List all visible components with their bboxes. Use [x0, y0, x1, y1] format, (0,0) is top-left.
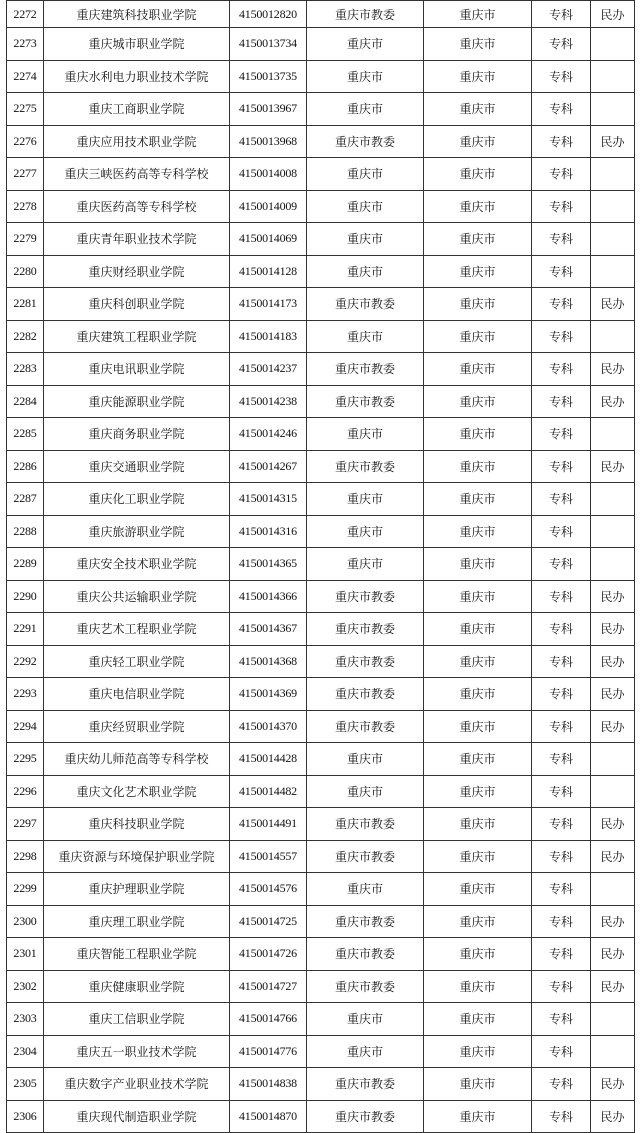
row-index-cell: 2297	[7, 808, 44, 841]
location-cell: 重庆市	[424, 450, 532, 483]
level-cell: 专科	[532, 483, 591, 516]
school-code-cell: 4150014315	[230, 483, 307, 516]
level-cell: 专科	[532, 710, 591, 743]
location-cell: 重庆市	[424, 255, 532, 288]
table-row	[7, 60, 635, 93]
remark-cell: 民办	[591, 613, 635, 646]
authority-cell: 重庆市	[307, 60, 424, 93]
row-index-cell: 2291	[7, 613, 44, 646]
school-code-cell: 4150014491	[230, 808, 307, 841]
school-name-cell: 重庆理工职业学院	[44, 905, 230, 938]
level-cell: 专科	[532, 938, 591, 971]
level-cell: 专科	[532, 1068, 591, 1101]
remark-cell	[591, 223, 635, 256]
level-cell: 专科	[532, 28, 591, 61]
authority-cell: 重庆市	[307, 1003, 424, 1036]
level-cell: 专科	[532, 580, 591, 613]
school-name-cell: 重庆工商职业学院	[44, 93, 230, 126]
level-cell: 专科	[532, 840, 591, 873]
location-cell: 重庆市	[424, 743, 532, 776]
authority-cell: 重庆市教委	[307, 613, 424, 646]
school-code-cell: 4150014009	[230, 190, 307, 223]
authority-cell: 重庆市	[307, 28, 424, 61]
location-cell: 重庆市	[424, 93, 532, 126]
school-name-cell: 重庆电讯职业学院	[44, 353, 230, 386]
school-code-cell: 4150014838	[230, 1068, 307, 1101]
level-cell: 专科	[532, 158, 591, 191]
school-code-cell: 4150014238	[230, 385, 307, 418]
school-name-cell: 重庆智能工程职业学院	[44, 938, 230, 971]
level-cell: 专科	[532, 223, 591, 256]
table-row	[7, 483, 635, 516]
school-code-cell: 4150012820	[230, 1, 307, 28]
row-index-cell: 2285	[7, 418, 44, 451]
authority-cell: 重庆市	[307, 743, 424, 776]
school-code-cell: 4150014246	[230, 418, 307, 451]
table-row	[7, 1003, 635, 1036]
remark-cell: 民办	[591, 808, 635, 841]
remark-cell: 民办	[591, 1, 635, 28]
table-row	[7, 938, 635, 971]
authority-cell: 重庆市教委	[307, 125, 424, 158]
table-row	[7, 873, 635, 906]
table-row	[7, 548, 635, 581]
location-cell: 重庆市	[424, 288, 532, 321]
location-cell: 重庆市	[424, 353, 532, 386]
table-row	[7, 223, 635, 256]
remark-cell: 民办	[591, 678, 635, 711]
location-cell: 重庆市	[424, 970, 532, 1003]
row-index-cell: 2299	[7, 873, 44, 906]
authority-cell: 重庆市	[307, 483, 424, 516]
school-code-cell: 4150014766	[230, 1003, 307, 1036]
authority-cell: 重庆市	[307, 515, 424, 548]
location-cell: 重庆市	[424, 28, 532, 61]
row-index-cell: 2274	[7, 60, 44, 93]
level-cell: 专科	[532, 60, 591, 93]
row-index-cell: 2276	[7, 125, 44, 158]
level-cell: 专科	[532, 190, 591, 223]
table-row	[7, 158, 635, 191]
school-name-cell: 重庆应用技术职业学院	[44, 125, 230, 158]
table-row	[7, 905, 635, 938]
table-row	[7, 645, 635, 678]
school-code-cell: 4150014368	[230, 645, 307, 678]
location-cell: 重庆市	[424, 840, 532, 873]
table-row	[7, 580, 635, 613]
row-index-cell: 2292	[7, 645, 44, 678]
table-row	[7, 775, 635, 808]
authority-cell: 重庆市教委	[307, 645, 424, 678]
row-index-cell: 2300	[7, 905, 44, 938]
level-cell: 专科	[532, 808, 591, 841]
location-cell: 重庆市	[424, 1003, 532, 1036]
table-row	[7, 678, 635, 711]
table-row	[7, 710, 635, 743]
authority-cell: 重庆市	[307, 775, 424, 808]
authority-cell: 重庆市教委	[307, 938, 424, 971]
school-name-cell: 重庆化工职业学院	[44, 483, 230, 516]
authority-cell: 重庆市教委	[307, 353, 424, 386]
row-index-cell: 2282	[7, 320, 44, 353]
table-row	[7, 1100, 635, 1133]
row-index-cell: 2278	[7, 190, 44, 223]
table-row	[7, 970, 635, 1003]
location-cell: 重庆市	[424, 223, 532, 256]
school-name-cell: 重庆资源与环境保护职业学院	[44, 840, 230, 873]
table-row	[7, 288, 635, 321]
remark-cell: 民办	[591, 1068, 635, 1101]
authority-cell: 重庆市	[307, 158, 424, 191]
authority-cell: 重庆市教委	[307, 808, 424, 841]
authority-cell: 重庆市	[307, 873, 424, 906]
level-cell: 专科	[532, 320, 591, 353]
remark-cell	[591, 1035, 635, 1068]
school-name-cell: 重庆文化艺术职业学院	[44, 775, 230, 808]
school-code-cell: 4150014366	[230, 580, 307, 613]
authority-cell: 重庆市教委	[307, 1068, 424, 1101]
school-name-cell: 重庆公共运输职业学院	[44, 580, 230, 613]
remark-cell: 民办	[591, 970, 635, 1003]
level-cell: 专科	[532, 255, 591, 288]
remark-cell	[591, 255, 635, 288]
remark-cell: 民办	[591, 905, 635, 938]
row-index-cell: 2304	[7, 1035, 44, 1068]
authority-cell: 重庆市教委	[307, 288, 424, 321]
level-cell: 专科	[532, 613, 591, 646]
authority-cell: 重庆市	[307, 320, 424, 353]
row-index-cell: 2302	[7, 970, 44, 1003]
level-cell: 专科	[532, 385, 591, 418]
remark-cell: 民办	[591, 125, 635, 158]
remark-cell: 民办	[591, 353, 635, 386]
remark-cell	[591, 28, 635, 61]
row-index-cell: 2306	[7, 1100, 44, 1133]
school-code-cell: 4150014369	[230, 678, 307, 711]
level-cell: 专科	[532, 515, 591, 548]
school-name-cell: 重庆轻工职业学院	[44, 645, 230, 678]
school-list-table	[6, 0, 635, 1133]
school-code-cell: 4150014428	[230, 743, 307, 776]
remark-cell: 民办	[591, 580, 635, 613]
school-name-cell: 重庆医药高等专科学校	[44, 190, 230, 223]
location-cell: 重庆市	[424, 548, 532, 581]
school-name-cell: 重庆财经职业学院	[44, 255, 230, 288]
location-cell: 重庆市	[424, 938, 532, 971]
row-index-cell: 2272	[7, 1, 44, 28]
authority-cell: 重庆市教委	[307, 970, 424, 1003]
location-cell: 重庆市	[424, 1035, 532, 1068]
remark-cell	[591, 775, 635, 808]
remark-cell	[591, 418, 635, 451]
school-code-cell: 4150014173	[230, 288, 307, 321]
school-code-cell: 4150014482	[230, 775, 307, 808]
school-code-cell: 4150014316	[230, 515, 307, 548]
table-row	[7, 320, 635, 353]
remark-cell	[591, 158, 635, 191]
row-index-cell: 2273	[7, 28, 44, 61]
location-cell: 重庆市	[424, 905, 532, 938]
school-code-cell: 4150014725	[230, 905, 307, 938]
remark-cell: 民办	[591, 645, 635, 678]
row-index-cell: 2293	[7, 678, 44, 711]
authority-cell: 重庆市教委	[307, 678, 424, 711]
location-cell: 重庆市	[424, 158, 532, 191]
location-cell: 重庆市	[424, 125, 532, 158]
school-name-cell: 重庆数字产业职业技术学院	[44, 1068, 230, 1101]
school-name-cell: 重庆城市职业学院	[44, 28, 230, 61]
level-cell: 专科	[532, 418, 591, 451]
level-cell: 专科	[532, 905, 591, 938]
row-index-cell: 2296	[7, 775, 44, 808]
table-row	[7, 743, 635, 776]
school-code-cell: 4150014870	[230, 1100, 307, 1133]
table-row	[7, 1, 635, 28]
school-name-cell: 重庆建筑科技职业学院	[44, 1, 230, 28]
remark-cell	[591, 483, 635, 516]
school-name-cell: 重庆五一职业技术学院	[44, 1035, 230, 1068]
school-name-cell: 重庆水利电力职业技术学院	[44, 60, 230, 93]
school-name-cell: 重庆三峡医药高等专科学校	[44, 158, 230, 191]
table-row	[7, 28, 635, 61]
authority-cell: 重庆市教委	[307, 710, 424, 743]
remark-cell: 民办	[591, 450, 635, 483]
school-code-cell: 4150014576	[230, 873, 307, 906]
level-cell: 专科	[532, 970, 591, 1003]
row-index-cell: 2288	[7, 515, 44, 548]
location-cell: 重庆市	[424, 678, 532, 711]
level-cell: 专科	[532, 353, 591, 386]
location-cell: 重庆市	[424, 1068, 532, 1101]
location-cell: 重庆市	[424, 580, 532, 613]
row-index-cell: 2298	[7, 840, 44, 873]
remark-cell: 民办	[591, 288, 635, 321]
level-cell: 专科	[532, 548, 591, 581]
row-index-cell: 2283	[7, 353, 44, 386]
row-index-cell: 2280	[7, 255, 44, 288]
remark-cell	[591, 743, 635, 776]
row-index-cell: 2286	[7, 450, 44, 483]
remark-cell: 民办	[591, 938, 635, 971]
school-name-cell: 重庆幼儿师范高等专科学校	[44, 743, 230, 776]
level-cell: 专科	[532, 93, 591, 126]
table-row	[7, 125, 635, 158]
location-cell: 重庆市	[424, 873, 532, 906]
school-code-cell: 4150014183	[230, 320, 307, 353]
remark-cell	[591, 93, 635, 126]
school-code-cell: 4150014365	[230, 548, 307, 581]
remark-cell: 民办	[591, 710, 635, 743]
school-code-cell: 4150014267	[230, 450, 307, 483]
remark-cell	[591, 190, 635, 223]
location-cell: 重庆市	[424, 808, 532, 841]
row-index-cell: 2290	[7, 580, 44, 613]
table-row	[7, 613, 635, 646]
remark-cell	[591, 548, 635, 581]
school-name-cell: 重庆安全技术职业学院	[44, 548, 230, 581]
authority-cell: 重庆市教委	[307, 905, 424, 938]
location-cell: 重庆市	[424, 60, 532, 93]
table-row	[7, 385, 635, 418]
school-code-cell: 4150013735	[230, 60, 307, 93]
remark-cell	[591, 515, 635, 548]
school-name-cell: 重庆交通职业学院	[44, 450, 230, 483]
school-name-cell: 重庆现代制造职业学院	[44, 1100, 230, 1133]
authority-cell: 重庆市教委	[307, 385, 424, 418]
row-index-cell: 2303	[7, 1003, 44, 1036]
level-cell: 专科	[532, 775, 591, 808]
level-cell: 专科	[532, 288, 591, 321]
table-body	[7, 1, 635, 1133]
school-code-cell: 4150013968	[230, 125, 307, 158]
school-name-cell: 重庆旅游职业学院	[44, 515, 230, 548]
remark-cell	[591, 1003, 635, 1036]
table-row	[7, 1035, 635, 1068]
authority-cell: 重庆市教委	[307, 840, 424, 873]
level-cell: 专科	[532, 873, 591, 906]
table-row	[7, 93, 635, 126]
row-index-cell: 2279	[7, 223, 44, 256]
authority-cell: 重庆市	[307, 418, 424, 451]
school-name-cell: 重庆科技职业学院	[44, 808, 230, 841]
level-cell: 专科	[532, 1, 591, 28]
table-row	[7, 353, 635, 386]
school-code-cell: 4150014069	[230, 223, 307, 256]
location-cell: 重庆市	[424, 320, 532, 353]
school-code-cell: 4150014367	[230, 613, 307, 646]
level-cell: 专科	[532, 678, 591, 711]
authority-cell: 重庆市	[307, 548, 424, 581]
school-name-cell: 重庆艺术工程职业学院	[44, 613, 230, 646]
location-cell: 重庆市	[424, 190, 532, 223]
remark-cell: 民办	[591, 840, 635, 873]
row-index-cell: 2281	[7, 288, 44, 321]
school-name-cell: 重庆科创职业学院	[44, 288, 230, 321]
location-cell: 重庆市	[424, 418, 532, 451]
row-index-cell: 2305	[7, 1068, 44, 1101]
location-cell: 重庆市	[424, 1, 532, 28]
level-cell: 专科	[532, 125, 591, 158]
table-row	[7, 840, 635, 873]
row-index-cell: 2277	[7, 158, 44, 191]
table-row	[7, 450, 635, 483]
school-name-cell: 重庆青年职业技术学院	[44, 223, 230, 256]
row-index-cell: 2287	[7, 483, 44, 516]
table-row	[7, 418, 635, 451]
authority-cell: 重庆市	[307, 255, 424, 288]
location-cell: 重庆市	[424, 645, 532, 678]
school-code-cell: 4150014237	[230, 353, 307, 386]
location-cell: 重庆市	[424, 710, 532, 743]
authority-cell: 重庆市	[307, 1035, 424, 1068]
level-cell: 专科	[532, 1100, 591, 1133]
school-code-cell: 4150014370	[230, 710, 307, 743]
level-cell: 专科	[532, 1035, 591, 1068]
level-cell: 专科	[532, 645, 591, 678]
school-name-cell: 重庆能源职业学院	[44, 385, 230, 418]
table-row	[7, 255, 635, 288]
row-index-cell: 2284	[7, 385, 44, 418]
school-name-cell: 重庆电信职业学院	[44, 678, 230, 711]
authority-cell: 重庆市	[307, 190, 424, 223]
remark-cell	[591, 873, 635, 906]
authority-cell: 重庆市	[307, 223, 424, 256]
remark-cell: 民办	[591, 1100, 635, 1133]
remark-cell	[591, 320, 635, 353]
authority-cell: 重庆市教委	[307, 1100, 424, 1133]
location-cell: 重庆市	[424, 385, 532, 418]
table-row	[7, 808, 635, 841]
authority-cell: 重庆市教委	[307, 580, 424, 613]
school-name-cell: 重庆健康职业学院	[44, 970, 230, 1003]
table-row	[7, 1068, 635, 1101]
school-code-cell: 4150014128	[230, 255, 307, 288]
row-index-cell: 2301	[7, 938, 44, 971]
authority-cell: 重庆市教委	[307, 1, 424, 28]
location-cell: 重庆市	[424, 483, 532, 516]
remark-cell: 民办	[591, 385, 635, 418]
authority-cell: 重庆市教委	[307, 450, 424, 483]
table-row	[7, 190, 635, 223]
school-name-cell: 重庆护理职业学院	[44, 873, 230, 906]
school-code-cell: 4150014726	[230, 938, 307, 971]
school-list-table-container	[6, 0, 634, 1133]
school-code-cell: 4150014008	[230, 158, 307, 191]
school-code-cell: 4150014727	[230, 970, 307, 1003]
location-cell: 重庆市	[424, 613, 532, 646]
location-cell: 重庆市	[424, 515, 532, 548]
row-index-cell: 2294	[7, 710, 44, 743]
location-cell: 重庆市	[424, 775, 532, 808]
level-cell: 专科	[532, 450, 591, 483]
location-cell: 重庆市	[424, 1100, 532, 1133]
school-code-cell: 4150014776	[230, 1035, 307, 1068]
school-name-cell: 重庆商务职业学院	[44, 418, 230, 451]
remark-cell	[591, 60, 635, 93]
table-row	[7, 515, 635, 548]
school-name-cell: 重庆工信职业学院	[44, 1003, 230, 1036]
level-cell: 专科	[532, 743, 591, 776]
school-name-cell: 重庆经贸职业学院	[44, 710, 230, 743]
row-index-cell: 2295	[7, 743, 44, 776]
row-index-cell: 2289	[7, 548, 44, 581]
school-code-cell: 4150013734	[230, 28, 307, 61]
row-index-cell: 2275	[7, 93, 44, 126]
authority-cell: 重庆市	[307, 93, 424, 126]
school-name-cell: 重庆建筑工程职业学院	[44, 320, 230, 353]
level-cell: 专科	[532, 1003, 591, 1036]
school-code-cell: 4150014557	[230, 840, 307, 873]
school-code-cell: 4150013967	[230, 93, 307, 126]
